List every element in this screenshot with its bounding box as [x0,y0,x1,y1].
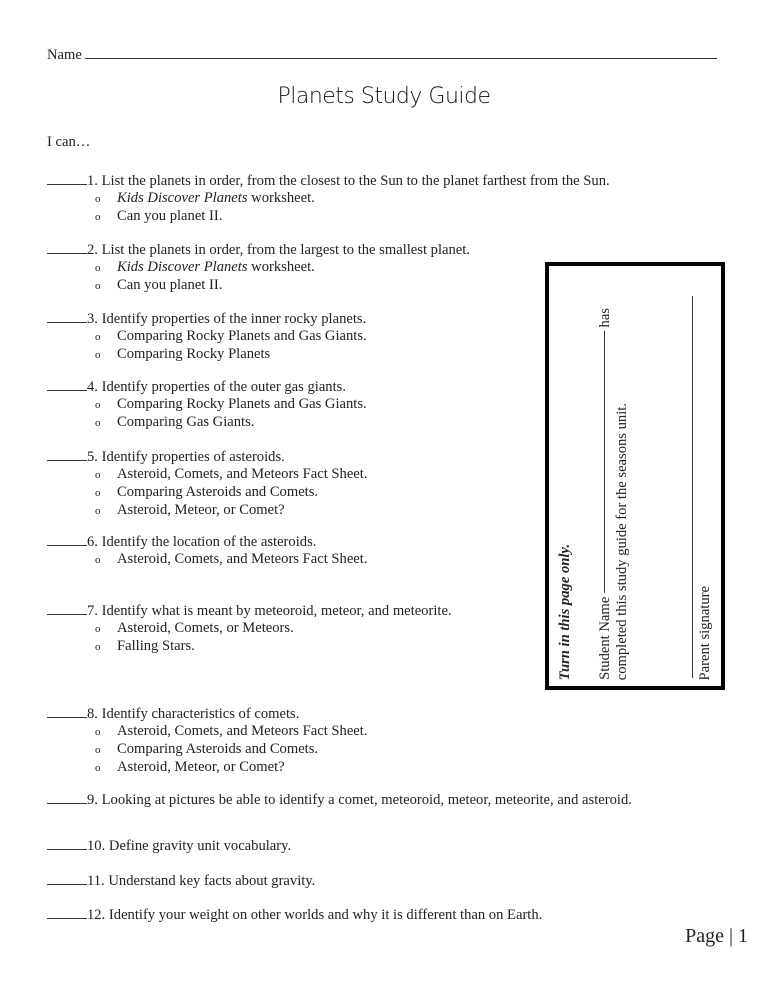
resource-text: Asteroid, Comets, and Meteors Fact Sheet. [117,466,368,482]
check-blank[interactable] [47,241,87,254]
resource-item [47,551,367,569]
bullet-icon: o [95,262,101,274]
check-blank[interactable] [47,378,87,391]
completed-text: completed this study guide for the seasons unit. [614,402,630,680]
objective-text: Define gravity unit vocabulary. [108,838,292,854]
resource-item [47,190,610,208]
bullet-icon: o [95,211,101,223]
objective-text: Looking at pictures be able to identify a comet, meteoroid, meteor, meteorite, and asteroid. [101,792,632,808]
objective-item [47,791,632,809]
objective-number: 8. [87,706,98,722]
bullet-icon: o [95,280,101,292]
objective-line [47,241,470,259]
objective-text: Identify properties of the inner rocky planets. [101,311,367,327]
resource-item [47,346,367,364]
student-name-label: Student Name [597,596,613,680]
resource-text: Comparing Asteroids and Comets. [117,484,319,500]
objective-item [47,872,315,890]
resource-text: Comparing Asteroids and Comets. [117,741,319,757]
resource-text: Comparing Rocky Planets [117,346,271,362]
bullet-icon: o [95,762,101,774]
objective-line [47,906,542,924]
resource-item [47,638,452,656]
parent-signature-label: Parent signature [697,585,713,680]
objective-item [47,602,452,656]
resource-item [47,277,470,295]
objective-line [47,378,367,396]
objective-text: Identify the location of the asteroids. [101,534,317,550]
page-title: Planets Study Guide [277,84,491,109]
objective-item [47,241,470,295]
bullet-icon: o [95,554,101,566]
resource-text: Falling Stars. [117,638,195,654]
resource-text: Comparing Gas Giants. [117,414,255,430]
check-blank[interactable] [47,602,87,615]
student-name-line[interactable] [605,331,606,593]
objective-line [47,448,367,466]
bullet-icon: o [95,487,101,499]
resource-text: Asteroid, Comets, and Meteors Fact Sheet. [117,551,368,567]
bullet-icon: o [95,505,101,517]
objective-item [47,378,367,432]
intro-text: I can… [47,134,91,150]
resource-title: Kids Discover Planets [117,190,248,206]
bullet-icon: o [95,331,101,343]
check-blank[interactable] [47,906,87,919]
check-blank[interactable] [47,837,87,850]
check-blank[interactable] [47,872,87,885]
objective-text: Understand key facts about gravity. [108,873,316,889]
resource-text: worksheet. [247,259,315,275]
bullet-icon: o [95,623,101,635]
objective-text: Identify properties of the outer gas giants. [101,379,346,395]
objective-number: 3. [87,311,98,327]
bullet-icon: o [95,469,101,481]
objective-text: List the planets in order, from the largest to the smallest planet. [101,242,470,258]
objective-number: 10. [87,838,106,854]
bullet-icon: o [95,726,101,738]
objective-number: 2. [87,242,98,258]
student-name-row [597,308,614,680]
bullet-icon: o [95,417,101,429]
objective-line [47,172,610,190]
page-number: Page | 1 [685,925,748,947]
objective-line [47,602,452,620]
objective-item [47,448,367,520]
objective-line [47,837,291,855]
resource-text: Asteroid, Meteor, or Comet? [117,759,285,775]
objective-number: 6. [87,534,98,550]
objective-number: 1. [87,173,98,189]
objective-text: Identify properties of asteroids. [101,449,285,465]
resource-item [47,723,367,741]
objective-item [47,705,367,777]
resource-text: worksheet. [247,190,315,206]
resource-text: Asteroid, Meteor, or Comet? [117,502,285,518]
resource-item [47,620,452,638]
bullet-icon: o [95,349,101,361]
objective-number: 7. [87,603,98,619]
objective-line [47,872,315,890]
objective-item [47,310,367,364]
has-text: has [597,308,613,328]
resource-text: Can you planet II. [117,277,223,293]
name-line[interactable] [85,44,717,59]
resource-item [47,741,367,759]
resource-item [47,484,367,502]
resource-item [47,502,367,520]
name-field[interactable] [47,44,717,64]
turn-in-box [545,262,725,690]
objective-item [47,172,610,226]
resource-item [47,328,367,346]
resource-text: Can you planet II. [117,208,223,224]
objective-text: Identify characteristics of comets. [101,706,300,722]
check-blank[interactable] [47,172,87,185]
check-blank[interactable] [47,791,87,804]
resource-text: Asteroid, Comets, and Meteors Fact Sheet. [117,723,368,739]
bullet-icon: o [95,193,101,205]
objective-item [47,906,542,924]
resource-text: Comparing Rocky Planets and Gas Giants. [117,396,367,412]
resource-item [47,208,610,226]
objective-line [47,310,367,328]
resource-item [47,759,367,777]
objective-number: 4. [87,379,98,395]
resource-text: Asteroid, Comets, or Meteors. [117,620,294,636]
check-blank[interactable] [47,448,87,461]
resource-text: Comparing Rocky Planets and Gas Giants. [117,328,367,344]
objective-number: 11. [87,873,105,889]
bullet-icon: o [95,744,101,756]
check-blank[interactable] [47,310,87,323]
turn-in-heading: Turn in this page only. [557,543,573,680]
objective-item [47,533,367,569]
objective-text: Identify what is meant by meteoroid, meteor, and meteorite. [101,603,452,619]
bullet-icon: o [95,399,101,411]
resource-item [47,396,367,414]
objective-item [47,837,291,855]
objective-line [47,791,632,809]
objective-text: List the planets in order, from the closest to the Sun to the planet farthest from the Sun. [101,173,610,189]
bullet-icon: o [95,641,101,653]
resource-item [47,259,470,277]
name-label: Name [47,47,82,63]
objective-number: 5. [87,449,98,465]
objective-text: Identify your weight on other worlds and why it is different than on Earth. [108,907,543,923]
resource-item [47,466,367,484]
objective-number: 9. [87,792,98,808]
objective-number: 12. [87,907,106,923]
check-blank[interactable] [47,533,87,546]
objective-line [47,705,367,723]
resource-title: Kids Discover Planets [117,259,248,275]
check-blank[interactable] [47,705,87,718]
objective-line [47,533,367,551]
resource-item [47,414,367,432]
